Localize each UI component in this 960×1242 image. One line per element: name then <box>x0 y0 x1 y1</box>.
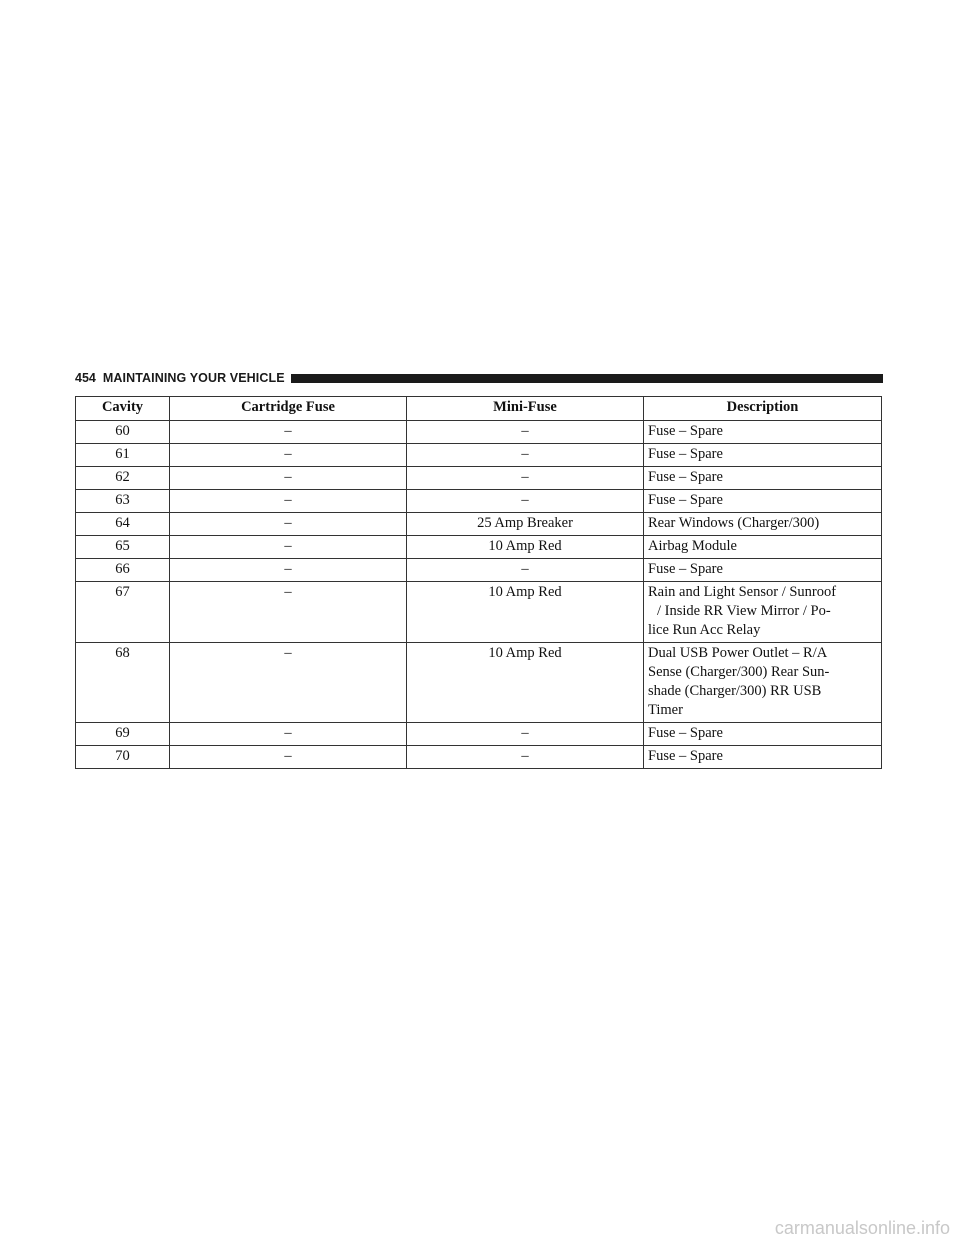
description-line: Rain and Light Sensor / Sunroof <box>648 584 837 600</box>
description-line: shade (Charger/300) RR USB <box>648 683 822 699</box>
page-header <box>75 370 883 386</box>
cartridge-fuse-cell: – <box>170 513 407 536</box>
description-line: Airbag Module <box>648 538 737 554</box>
description-line: Fuse – Spare <box>648 561 723 577</box>
mini-fuse-cell: – <box>407 421 644 444</box>
cavity-cell: 67 <box>76 582 170 643</box>
cavity-cell: 66 <box>76 559 170 582</box>
column-header-mini-fuse: Mini-Fuse <box>407 397 644 421</box>
description-line: Fuse – Spare <box>648 725 723 741</box>
description-cell <box>644 746 882 769</box>
section-title: MAINTAINING YOUR VEHICLE <box>102 371 285 385</box>
description-line: Fuse – Spare <box>648 748 723 764</box>
table-row <box>76 513 882 536</box>
description-line: / Inside RR View Mirror / Po- <box>657 603 831 619</box>
description-line: Fuse – Spare <box>648 492 723 508</box>
table-row <box>76 536 882 559</box>
cartridge-fuse-cell: – <box>170 582 407 643</box>
mini-fuse-cell: 10 Amp Red <box>407 643 644 723</box>
table-row <box>76 582 882 643</box>
cavity-cell: 60 <box>76 421 170 444</box>
description-cell <box>644 467 882 490</box>
description-line: Timer <box>648 702 683 718</box>
description-line: Fuse – Spare <box>648 423 723 439</box>
table-row <box>76 444 882 467</box>
column-header-cartridge-fuse: Cartridge Fuse <box>170 397 407 421</box>
cartridge-fuse-cell: – <box>170 723 407 746</box>
cavity-cell: 61 <box>76 444 170 467</box>
mini-fuse-cell: 25 Amp Breaker <box>407 513 644 536</box>
cartridge-fuse-cell: – <box>170 559 407 582</box>
description-cell <box>644 513 882 536</box>
column-header-description: Description <box>644 397 882 421</box>
mini-fuse-cell: – <box>407 490 644 513</box>
description-line: Dual USB Power Outlet – R/A <box>648 645 828 661</box>
cavity-cell: 63 <box>76 490 170 513</box>
cavity-cell: 64 <box>76 513 170 536</box>
cartridge-fuse-cell: – <box>170 536 407 559</box>
table-row <box>76 490 882 513</box>
cavity-cell: 70 <box>76 746 170 769</box>
mini-fuse-cell: – <box>407 467 644 490</box>
mini-fuse-cell: – <box>407 723 644 746</box>
description-cell <box>644 723 882 746</box>
description-line: Rear Windows (Charger/300) <box>648 515 820 531</box>
description-cell <box>644 490 882 513</box>
cavity-cell: 68 <box>76 643 170 723</box>
mini-fuse-cell: – <box>407 559 644 582</box>
table-row <box>76 746 882 769</box>
fuse-table-body <box>76 421 882 769</box>
cartridge-fuse-cell: – <box>170 467 407 490</box>
mini-fuse-cell: 10 Amp Red <box>407 536 644 559</box>
description-cell <box>644 582 882 643</box>
page-number: 454 <box>75 371 96 385</box>
description-line: Fuse – Spare <box>648 469 723 485</box>
description-line: lice Run Acc Relay <box>648 622 761 638</box>
description-line: Sense (Charger/300) Rear Sun- <box>648 664 830 680</box>
cartridge-fuse-cell: – <box>170 490 407 513</box>
table-row <box>76 723 882 746</box>
cartridge-fuse-cell: – <box>170 746 407 769</box>
cartridge-fuse-cell: – <box>170 444 407 467</box>
cavity-cell: 65 <box>76 536 170 559</box>
description-cell <box>644 444 882 467</box>
table-row <box>76 421 882 444</box>
fuse-table-header <box>76 397 882 421</box>
header-rule <box>291 374 883 383</box>
table-row <box>76 559 882 582</box>
description-cell <box>644 559 882 582</box>
mini-fuse-cell: 10 Amp Red <box>407 582 644 643</box>
description-cell <box>644 421 882 444</box>
description-cell <box>644 643 882 723</box>
watermark: carmanualsonline.info <box>774 1218 950 1238</box>
cartridge-fuse-cell: – <box>170 421 407 444</box>
column-header-cavity: Cavity <box>76 397 170 421</box>
table-row <box>76 643 882 723</box>
cavity-cell: 62 <box>76 467 170 490</box>
description-cell <box>644 536 882 559</box>
cartridge-fuse-cell: – <box>170 643 407 723</box>
description-line: Fuse – Spare <box>648 446 723 462</box>
mini-fuse-cell: – <box>407 746 644 769</box>
cavity-cell: 69 <box>76 723 170 746</box>
table-row <box>76 467 882 490</box>
mini-fuse-cell: – <box>407 444 644 467</box>
fuse-table <box>75 396 882 769</box>
